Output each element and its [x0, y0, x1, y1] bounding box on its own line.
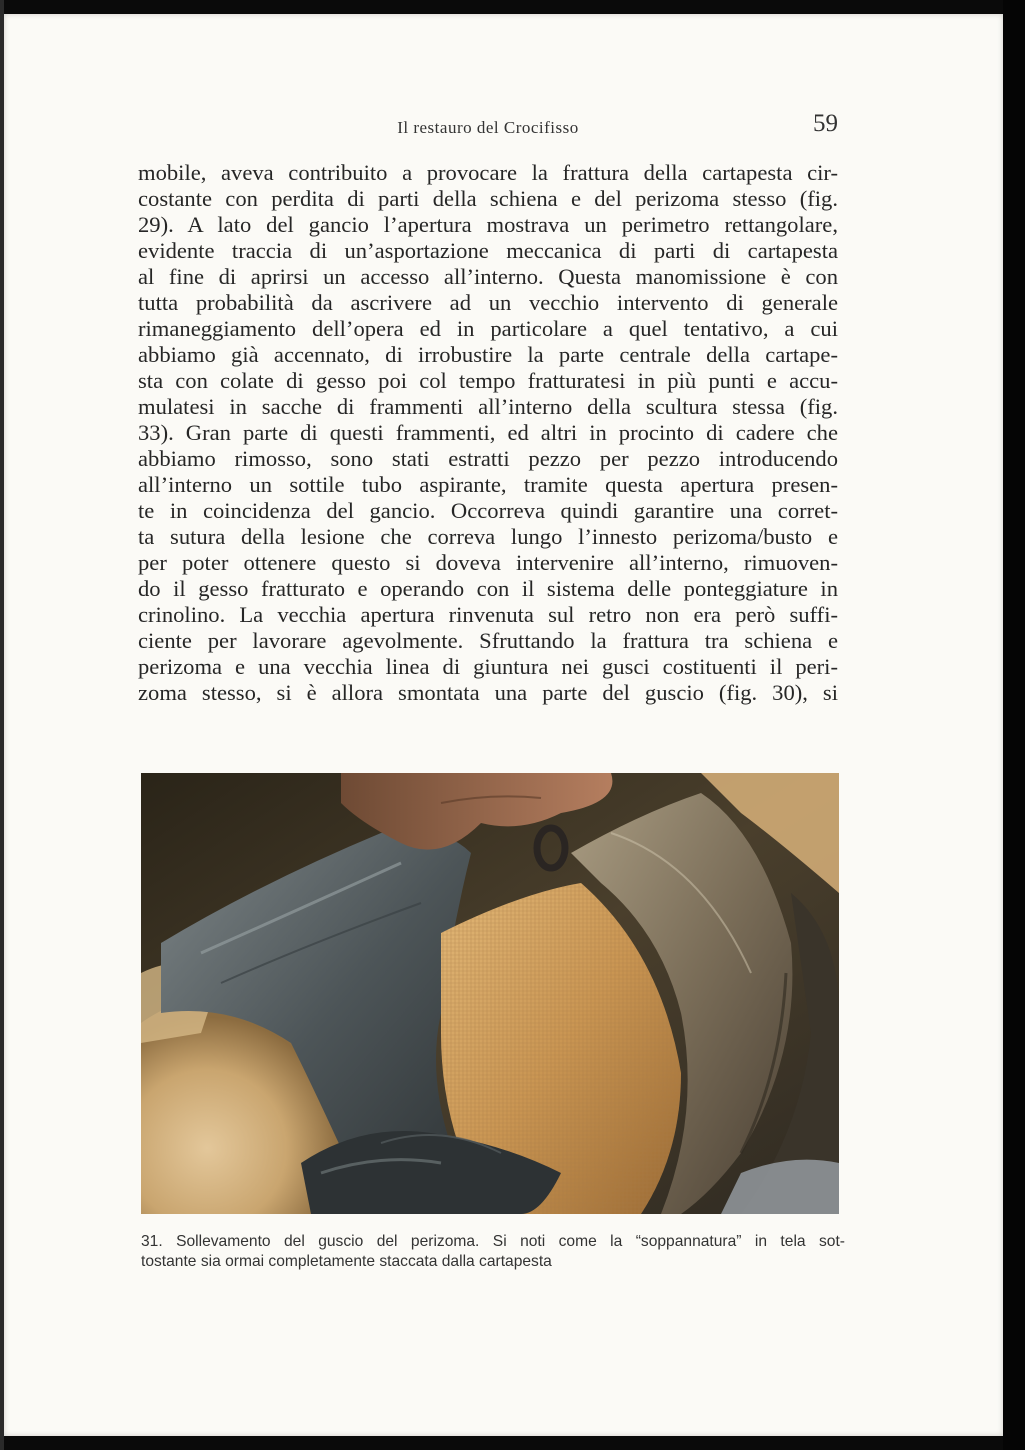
text-line: ta sutura della lesione che correva lungo l’innesto perizoma/busto e — [138, 524, 838, 549]
text-line: tutta probabilità da ascrivere ad un vecchio intervento di generale — [138, 290, 838, 315]
text-line: 29). A lato del gancio l’apertura mostrava un perimetro rettangolare, — [138, 212, 838, 237]
page-number: 59 — [813, 110, 838, 137]
crucifix-restoration-photo — [141, 773, 839, 1214]
text-line: mobile, aveva contribuito a provocare la frattura della cartapesta cir- — [138, 160, 838, 185]
text-line: do il gesso fratturato e operando con il sistema delle ponteggiature in — [138, 576, 838, 601]
caption-line: 31. Sollevamento del guscio del perizoma. Si noti come la “soppannatura” in tela sot- — [141, 1233, 845, 1250]
text-line: crinolino. La vecchia apertura rinvenuta sul retro non era però suffi- — [138, 602, 838, 627]
text-line: te in coincidenza del gancio. Occorreva quindi garantire una corret- — [138, 498, 838, 523]
text-line: per poter ottenere questo si doveva intervenire all’interno, rimuoven- — [138, 550, 838, 575]
text-line: abbiamo rimosso, sono stati estratti pezzo per pezzo introducendo — [138, 446, 838, 471]
running-title: Il restauro del Crocifisso — [397, 118, 579, 137]
text-line: sta con colate di gesso poi col tempo fratturatesi in più punti e accu- — [138, 368, 838, 393]
text-line: rimaneggiamento dell’opera ed in particolare a quel tentativo, a cui — [138, 316, 838, 341]
text-line: perizoma e una vecchia linea di giuntura nei gusci costituenti il peri- — [138, 654, 838, 679]
photo-figure — [141, 773, 839, 1214]
figure-caption — [141, 1232, 845, 1272]
text-line: mulatesi in sacche di frammenti all’interno della scultura stessa (fig. — [138, 394, 838, 419]
text-line: al fine di aprirsi un accesso all’interno. Questa manomissione è con — [138, 264, 838, 289]
text-line: costante con perdita di parti della schiena e del perizoma stesso (fig. — [138, 186, 838, 211]
running-head — [138, 104, 838, 144]
text-line: all’interno un sottile tubo aspirante, tramite questa apertura presen- — [138, 472, 838, 497]
text-line: evidente traccia di un’asportazione meccanica di parti di cartapesta — [138, 238, 838, 263]
text-line: abbiamo già accennato, di irrobustire la parte centrale della cartape- — [138, 342, 838, 367]
body-text — [138, 160, 838, 706]
text-line: zoma stesso, si è allora smontata una parte del guscio (fig. 30), si — [138, 680, 838, 705]
text-line: ciente per lavorare agevolmente. Sfruttando la frattura tra schiena e — [138, 628, 838, 653]
text-line: 33). Gran parte di questi frammenti, ed altri in procinto di cadere che — [138, 420, 838, 445]
caption-line: tostante sia ormai completamente staccata dalla cartapesta — [141, 1253, 552, 1270]
scan-right-edge — [1003, 0, 1025, 1450]
